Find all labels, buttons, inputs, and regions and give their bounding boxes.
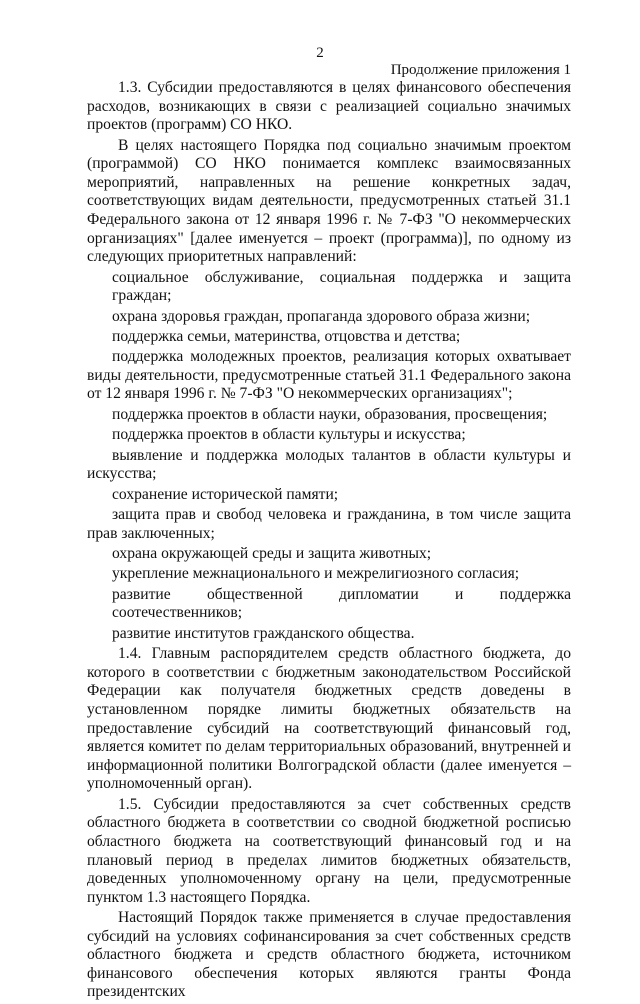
paragraph: 1.3. Субсидии предоставляются в целях финансового обеспечения расходов, возникающих в связи с реализацией социально значимых проектов (программ) СО НКО. (87, 79, 571, 134)
list-item: развитие институтов гражданского общества. (112, 624, 415, 642)
list-item: сохранение исторической памяти; (112, 485, 339, 503)
paragraph: 1.5. Субсидии предоставляются за счет собственных средств областного бюджета в соответствии со сводной бюджетной росписью областного бюджета на соответствующий финансовый год и на плановый период в пределах лимитов бюджетных обязательств, доведенных уполномоченному органу на цели, предусмотренные пунктом 1.3 настоящего Порядка. (87, 795, 571, 906)
paragraph: В целях настоящего Порядка под социально значимым проектом (программой) СО НКО понимается комплекс взаимосвязанных мероприятий, направленных на решение конкретных задач, соответствующих видам деятельности, предусмотренных статьей 31.1 Федерального закона от 12 января 1996 г. № 7-ФЗ "О некоммерческих организациях" [далее именуется – проект (программа)], по одному из следующих приоритетных направлений: (87, 136, 571, 266)
list-item: поддержка проектов в области науки, образования, просвещения; (112, 405, 548, 423)
paragraph: 1.4. Главным распорядителем средств областного бюджета, до которого в соответствии с бюджетным законодательством Российской Федерации как получателя бюджетных средств доведены в установленном порядке лимиты бюджетных обязательств на предоставление субсидий на соответствующий финансовый год, является комитет по делам территориальных образований, внутренней и информационной политики Волгоградской области (далее именуется – уполномоченный орган). (87, 645, 571, 793)
document-body (87, 79, 571, 1004)
list-item: охрана здоровья граждан, пропаганда здорового образа жизни; (112, 307, 531, 325)
list-item: поддержка молодежных проектов, реализация которых охватывает виды деятельности, предусмотренные статьей 31.1 Федерального закона от 12 января 1996 г. № 7-ФЗ "О некоммерческих организациях"; (87, 348, 571, 403)
list-item: поддержка проектов в области культуры и искусства; (112, 426, 466, 444)
list-item: защита прав и свобод человека и гражданина, в том числе защита прав заключенных; (87, 506, 571, 542)
page-number: 2 (316, 45, 324, 61)
list-item: социальное обслуживание, социальная поддержка и защита граждан; (112, 268, 571, 305)
list-item: развитие общественной дипломатии и поддержка соотечественников; (112, 585, 571, 622)
paragraph: Настоящий Порядок также применяется в случае предоставления субсидий на условиях софинансирования за счет собственных средств областного бюджета и средств областного бюджета, источником финансового обеспечения которых являются гранты Фонда президентских (87, 909, 571, 1001)
list-item: охрана окружающей среды и защита животных; (112, 545, 432, 563)
list-item: поддержка семьи, материнства, отцовства и детства; (112, 327, 461, 345)
appendix-continuation-label: Продолжение приложения 1 (390, 62, 571, 78)
list-item: укрепление межнационального и межрелигиозного согласия; (112, 565, 520, 583)
list-item: выявление и поддержка молодых талантов в области культуры и искусства; (87, 446, 571, 483)
